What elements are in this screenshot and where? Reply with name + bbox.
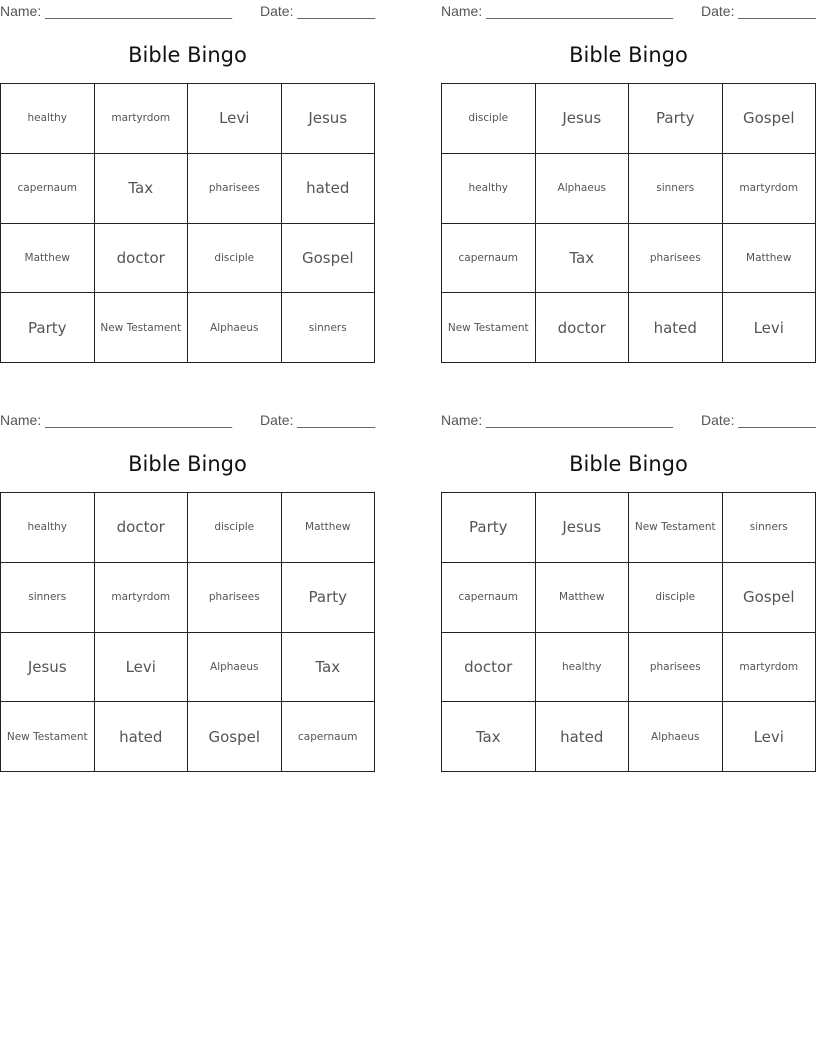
bingo-cell: Levi bbox=[723, 702, 816, 772]
bingo-cell: hated bbox=[95, 702, 189, 772]
bingo-cell: Alphaeus bbox=[536, 154, 630, 224]
bingo-cell: pharisees bbox=[188, 154, 282, 224]
bingo-cell: healthy bbox=[442, 154, 536, 224]
bingo-cell: Levi bbox=[188, 84, 282, 154]
bingo-cell: doctor bbox=[442, 633, 536, 703]
bingo-cell: capernaum bbox=[442, 224, 536, 294]
bingo-cell: Gospel bbox=[282, 224, 376, 294]
date-field: Date: __________ bbox=[701, 412, 816, 428]
bingo-cell: martyrdom bbox=[95, 563, 189, 633]
bingo-cell: doctor bbox=[536, 293, 630, 363]
bingo-cell: healthy bbox=[1, 493, 95, 563]
bingo-cell: Gospel bbox=[188, 702, 282, 772]
bingo-cell: Levi bbox=[95, 633, 189, 703]
date-field: Date: __________ bbox=[260, 3, 376, 19]
bingo-cell: hated bbox=[282, 154, 376, 224]
name-field: Name: ________________________ bbox=[0, 412, 232, 428]
bingo-cell: sinners bbox=[629, 154, 723, 224]
bingo-cell: healthy bbox=[536, 633, 630, 703]
header-line bbox=[0, 411, 375, 429]
bingo-cell: Tax bbox=[282, 633, 376, 703]
bingo-cell: Matthew bbox=[723, 224, 816, 294]
bingo-cell: pharisees bbox=[629, 633, 723, 703]
bingo-cell: pharisees bbox=[188, 563, 282, 633]
bingo-card-1 bbox=[0, 0, 375, 365]
bingo-cell: Tax bbox=[95, 154, 189, 224]
bingo-cell: disciple bbox=[442, 84, 536, 154]
bingo-cell: Party bbox=[442, 493, 536, 563]
date-field: Date: __________ bbox=[260, 412, 376, 428]
bingo-cell: sinners bbox=[1, 563, 95, 633]
bingo-cell: Matthew bbox=[536, 563, 630, 633]
bingo-cell: sinners bbox=[723, 493, 816, 563]
bingo-card-4 bbox=[441, 409, 816, 774]
bingo-grid bbox=[441, 492, 816, 772]
bingo-cell: capernaum bbox=[1, 154, 95, 224]
bingo-cell: hated bbox=[629, 293, 723, 363]
bingo-cell: pharisees bbox=[629, 224, 723, 294]
bingo-cell: capernaum bbox=[282, 702, 376, 772]
bingo-card-2 bbox=[441, 0, 816, 365]
bingo-cell: doctor bbox=[95, 224, 189, 294]
bingo-cell: Gospel bbox=[723, 84, 816, 154]
bingo-cell: disciple bbox=[629, 563, 723, 633]
bingo-cell: martyrdom bbox=[723, 633, 816, 703]
bingo-cell: hated bbox=[536, 702, 630, 772]
bingo-cell: martyrdom bbox=[95, 84, 189, 154]
header-line bbox=[0, 2, 375, 20]
bingo-cell: martyrdom bbox=[723, 154, 816, 224]
bingo-cell: disciple bbox=[188, 224, 282, 294]
bingo-cell: Gospel bbox=[723, 563, 816, 633]
bingo-cell: Jesus bbox=[1, 633, 95, 703]
bingo-cell: sinners bbox=[282, 293, 376, 363]
bingo-cell: New Testament bbox=[1, 702, 95, 772]
bingo-cell: Alphaeus bbox=[188, 293, 282, 363]
bingo-cell: New Testament bbox=[442, 293, 536, 363]
card-title: Bible Bingo bbox=[569, 43, 688, 67]
bingo-cell: New Testament bbox=[629, 493, 723, 563]
bingo-cell: disciple bbox=[188, 493, 282, 563]
bingo-grid bbox=[0, 492, 375, 772]
card-title: Bible Bingo bbox=[128, 43, 247, 67]
bingo-cell: Levi bbox=[723, 293, 816, 363]
bingo-grid bbox=[0, 83, 375, 363]
bingo-cell: capernaum bbox=[442, 563, 536, 633]
bingo-cell: Party bbox=[282, 563, 376, 633]
bingo-cell: doctor bbox=[95, 493, 189, 563]
bingo-grid bbox=[441, 83, 816, 363]
bingo-cell: Matthew bbox=[282, 493, 376, 563]
bingo-cell: New Testament bbox=[95, 293, 189, 363]
bingo-card-3 bbox=[0, 409, 375, 774]
bingo-cell: Party bbox=[1, 293, 95, 363]
bingo-cell: Tax bbox=[536, 224, 630, 294]
card-title: Bible Bingo bbox=[569, 452, 688, 476]
bingo-cell: Matthew bbox=[1, 224, 95, 294]
card-title: Bible Bingo bbox=[128, 452, 247, 476]
bingo-cell: Jesus bbox=[536, 493, 630, 563]
bingo-cell: Alphaeus bbox=[629, 702, 723, 772]
bingo-cell: Jesus bbox=[536, 84, 630, 154]
bingo-cell: Alphaeus bbox=[188, 633, 282, 703]
header-line bbox=[441, 2, 816, 20]
name-field: Name: ________________________ bbox=[441, 3, 673, 19]
bingo-cell: healthy bbox=[1, 84, 95, 154]
header-line bbox=[441, 411, 816, 429]
date-field: Date: __________ bbox=[701, 3, 816, 19]
bingo-cell: Tax bbox=[442, 702, 536, 772]
bingo-cell: Jesus bbox=[282, 84, 376, 154]
bingo-cell: Party bbox=[629, 84, 723, 154]
name-field: Name: ________________________ bbox=[441, 412, 673, 428]
name-field: Name: ________________________ bbox=[0, 3, 232, 19]
